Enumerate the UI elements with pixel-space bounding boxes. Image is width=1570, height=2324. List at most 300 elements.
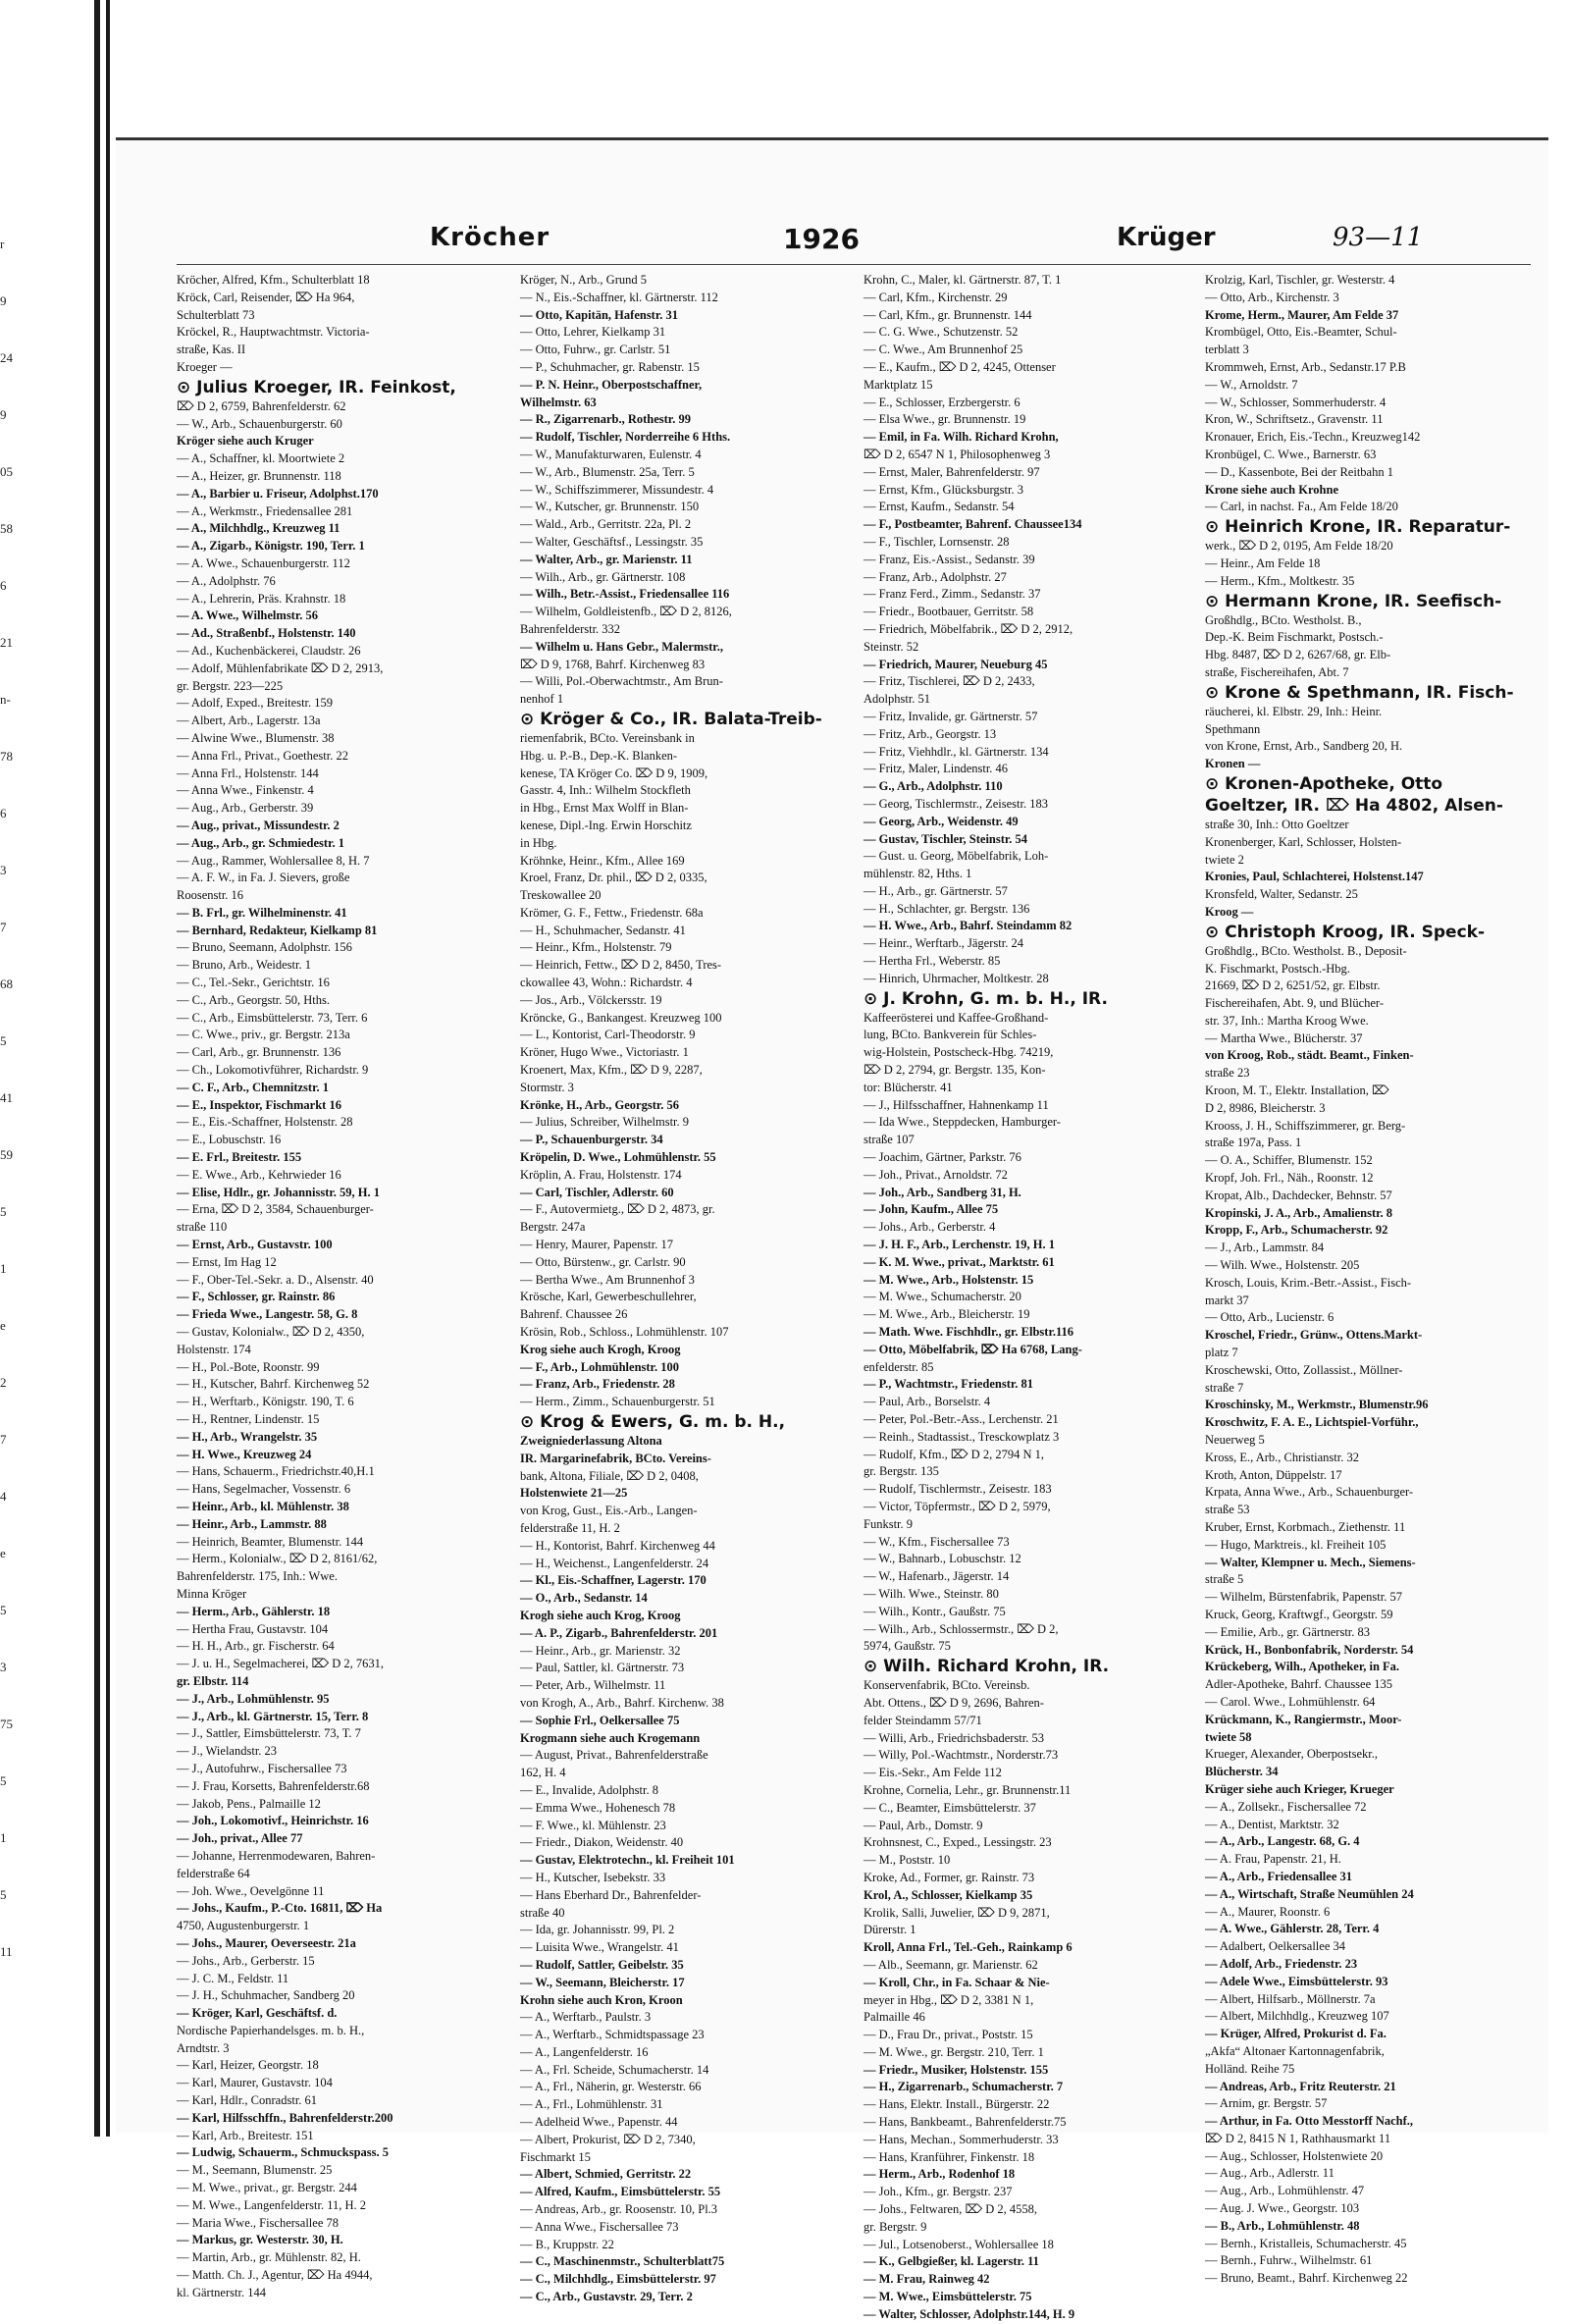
directory-entry: riemenfabrik, BCto. Vereinsbank in	[520, 730, 695, 745]
directory-entry: Krogh siehe auch Krog, Kroog	[520, 1608, 681, 1622]
directory-entry: — Arthur, in Fa. Otto Messtorff Nachf.,	[1205, 2114, 1414, 2129]
gutter-fragment: 58	[0, 521, 13, 536]
directory-entry: — W., Schlosser, Sommerhuderstr. 4	[1205, 395, 1387, 409]
directory-entry: — Hugo, Marktreis., kl. Freiheit 105	[1205, 1537, 1387, 1552]
directory-entry: in Hbg.	[520, 835, 557, 850]
directory-entry: — E., Inspektor, Fischmarkt 16	[177, 1097, 341, 1112]
directory-entry: Krösin, Rob., Schloss., Lohmühlenstr. 107	[520, 1325, 729, 1340]
directory-entry: — Gustav, Elektrotechn., kl. Freiheit 101	[520, 1853, 735, 1868]
directory-entry: — Matth. Ch. J., Agentur, ⌦ Ha 4944,	[177, 2268, 373, 2283]
gutter-fragment: 11	[0, 1944, 13, 1959]
directory-entry: — A. Wwe., Schauenburgerstr. 112	[177, 555, 350, 570]
directory-entry: gr. Bergstr. 9	[864, 2219, 927, 2234]
directory-entry: kenese, TA Kröger Co. ⌦ D 9, 1909,	[520, 766, 708, 780]
directory-entry: — W., Kfm., Fischersallee 73	[864, 1534, 1010, 1549]
directory-entry: — J., Sattler, Eimsbüttelerstr. 73, T. 7	[177, 1726, 361, 1741]
directory-entry: — Albert, Prokurist, ⌦ D 2, 7340,	[520, 2132, 696, 2146]
directory-entry: — M. Wwe., Arb., Bleicherstr. 19	[864, 1307, 1030, 1322]
directory-entry: — C., Milchhdlg., Eimsbüttelerstr. 97	[520, 2272, 716, 2287]
directory-entry: Krpata, Anna Wwe., Arb., Schauenburger-	[1205, 1485, 1414, 1500]
directory-entry: — Jos., Arb., Völckersstr. 19	[520, 992, 662, 1007]
directory-entry: straße 53	[1205, 1503, 1250, 1517]
directory-entry: — H. Wwe., Kreuzweg 24	[177, 1447, 312, 1461]
directory-entry: — E., Kaufm., ⌦ D 2, 4245, Ottenser	[864, 359, 1056, 374]
directory-entry: Adolphstr. 51	[864, 692, 931, 707]
gutter-fragment: 7	[0, 920, 7, 934]
directory-entry: von Krog, Gust., Eis.-Arb., Langen-	[520, 1504, 698, 1518]
directory-entry: — M. Wwe., Eimsbüttelerstr. 75	[864, 2290, 1032, 2304]
gutter-fragment: n-	[0, 692, 11, 707]
directory-entry: — A. F. W., in Fa. J. Sievers, große	[177, 871, 350, 885]
directory-entry: Krösche, Karl, Gewerbeschullehrer,	[520, 1290, 697, 1304]
gutter-fragment: 5	[0, 1603, 7, 1617]
directory-entry: — Alwine Wwe., Blumenstr. 38	[177, 730, 335, 745]
directory-entry: wig-Holstein, Postscheck-Hbg. 74219,	[864, 1045, 1054, 1060]
directory-entry: — A., Wirtschaft, Straße Neumühlen 24	[1205, 1886, 1414, 1901]
directory-entry: Kröckel, R., Hauptwachtmstr. Victoria-	[177, 325, 370, 340]
directory-entry: Krück, H., Bonbonfabrik, Norderstr. 54	[1205, 1642, 1414, 1657]
directory-entry: Fischereihafen, Abt. 9, und Blücher-	[1205, 996, 1384, 1011]
directory-entry: — Otto, Möbelfabrik, ⌦ Ha 6768, Lang-	[864, 1342, 1082, 1356]
directory-entry: Gasstr. 4, Inh.: Wilhelm Stockfleth	[520, 783, 691, 798]
directory-entry: lung, BCto. Bankverein für Schles-	[864, 1028, 1037, 1042]
directory-entry: — A., Zollsekr., Fischersallee 72	[1205, 1799, 1367, 1814]
directory-entry: — Elsa Wwe., gr. Brunnenstr. 19	[864, 412, 1026, 427]
directory-entry: — Paul, Arb., Domstr. 9	[864, 1818, 983, 1832]
directory-entry: ⌦ D 2, 8415 N 1, Rathhausmarkt 11	[1205, 2131, 1391, 2145]
directory-entry: — Emilie, Arb., gr. Gärtnerstr. 83	[1205, 1624, 1371, 1639]
directory-entry: — Wald., Arb., Gerritstr. 22a, Pl. 2	[520, 517, 692, 532]
directory-entry: — Carl, Kfm., Kirchenstr. 29	[864, 290, 1008, 304]
directory-entry: Neuerweg 5	[1205, 1433, 1265, 1448]
directory-entry: — Herm., Arb., Gählerstr. 18	[177, 1604, 331, 1618]
directory-entry: Palmaille 46	[864, 2010, 925, 2025]
directory-entry: Schulterblatt 73	[177, 307, 255, 322]
directory-entry: — Georg, Tischlermstr., Zeisestr. 183	[864, 796, 1048, 811]
directory-entry: — Wilh. Wwe., Steinstr. 80	[864, 1586, 999, 1601]
directory-entry: — K., Gelbgießer, kl. Lagerstr. 11	[864, 2254, 1039, 2269]
directory-entry: — A., Maurer, Roonstr. 6	[1205, 1904, 1331, 1919]
directory-entry: Kaffeerösterei und Kaffee-Großhand-	[864, 1010, 1049, 1025]
directory-entry: — Karl, Heizer, Georgstr. 18	[177, 2058, 319, 2073]
directory-entry: Krog siehe auch Krogh, Kroog	[520, 1342, 681, 1356]
directory-entry: enfelderstr. 85	[864, 1359, 934, 1374]
directory-entry: — O. A., Schiffer, Blumenstr. 152	[1205, 1153, 1373, 1168]
directory-entry: felderstraße 11, H. 2	[520, 1520, 620, 1535]
directory-entry: ⊙ Julius Kroeger, IR. Feinkost,	[177, 377, 456, 397]
directory-entry: Krooss, J. H., Schiffszimmerer, gr. Berg-	[1205, 1118, 1406, 1133]
directory-entry: straße 30, Inh.: Otto Goeltzer	[1205, 817, 1349, 831]
directory-entry: — P., Schuhmacher, gr. Rabenstr. 15	[520, 359, 700, 374]
directory-entry: — A. Frau, Papenstr. 21, H.	[1205, 1852, 1341, 1867]
directory-entry: Krol, A., Schlosser, Kielkamp 35	[864, 1887, 1033, 1902]
directory-entry: Kroke, Ad., Former, gr. Rainstr. 73	[864, 1870, 1035, 1884]
directory-entry: — J., Hilfsschaffner, Hahnenkamp 11	[864, 1097, 1049, 1112]
directory-entry: — Ida Wwe., Steppdecken, Hamburger-	[864, 1115, 1061, 1130]
gutter-fragment-marks	[0, 236, 16, 2000]
directory-column-1	[177, 272, 510, 2299]
directory-entry: — Georg, Arb., Weidenstr. 49	[864, 814, 1019, 828]
directory-entry: — Paul, Sattler, kl. Gärtnerstr. 73	[520, 1661, 685, 1675]
directory-entry: — Martha Wwe., Blücherstr. 37	[1205, 1030, 1363, 1045]
directory-entry: 5974, Gaußstr. 75	[864, 1639, 951, 1654]
directory-entry: — Otto, Lehrer, Kielkamp 31	[520, 325, 666, 340]
directory-entry: — O., Arb., Sedanstr. 14	[520, 1591, 648, 1606]
directory-entry: — Walter, Geschäftsf., Lessingstr. 35	[520, 534, 704, 549]
directory-entry: felderstraße 64	[177, 1866, 250, 1880]
directory-entry: K. Fischmarkt, Postsch.-Hbg.	[1205, 961, 1350, 976]
directory-entry: — Adolf, Exped., Breitestr. 159	[177, 696, 334, 711]
gutter-fragment: 3	[0, 863, 7, 877]
directory-entry: Funkstr. 9	[864, 1516, 914, 1531]
directory-entry: — H., Arb., gr. Gärtnerstr. 57	[864, 883, 1008, 898]
directory-entry: — Ernst, Kaufm., Sedanstr. 54	[864, 500, 1015, 514]
directory-entry: — Rudolf, Tischler, Norderreihe 6 Hths.	[520, 430, 731, 445]
directory-entry: Kruber, Ernst, Korbmach., Ziethenstr. 11	[1205, 1520, 1406, 1534]
directory-entry: ⊙ Kröger & Co., IR. Balata-Treib-	[520, 709, 822, 729]
directory-entry: Kröck, Carl, Reisender, ⌦ Ha 964,	[177, 290, 355, 304]
directory-entry: — Wilh. Wwe., Holstenstr. 205	[1205, 1258, 1360, 1273]
directory-entry: Bahrenfelderstr. 332	[520, 621, 621, 636]
directory-entry: Krüger siehe auch Krieger, Krueger	[1205, 1781, 1394, 1796]
directory-entry: IR. Margarinefabrik, BCto. Vereins-	[520, 1451, 711, 1465]
directory-entry: von Krogh, A., Arb., Bahrf. Kirchenw. 38	[520, 1695, 724, 1710]
directory-entry: werk., ⌦ D 2, 0195, Am Felde 18/20	[1205, 539, 1393, 554]
directory-entry: — Heinrich, Beamter, Blumenstr. 144	[177, 1534, 364, 1549]
directory-entry: — W., Hafenarb., Jägerstr. 14	[864, 1569, 1010, 1584]
directory-entry: Kropinski, J. A., Arb., Amalienstr. 8	[1205, 1205, 1393, 1220]
gutter-fragment: 7	[0, 1432, 7, 1447]
directory-entry: kenese, Dipl.-Ing. Erwin Horschitz	[520, 818, 692, 832]
directory-entry: — Joh., Lokomotivf., Heinrichstr. 16	[177, 1814, 369, 1828]
directory-entry: — C., Tel.-Sekr., Gerichtstr. 16	[177, 976, 330, 990]
directory-entry: — Kl., Eis.-Schaffner, Lagerstr. 170	[520, 1573, 706, 1588]
directory-entry: Bahrenfelderstr. 175, Inh.: Wwe.	[177, 1569, 338, 1584]
directory-entry: Kroschel, Friedr., Grünw., Ottens.Markt-	[1205, 1328, 1423, 1343]
directory-entry: — Wilh., Arb., Schlossermstr., ⌦ D 2,	[864, 1621, 1059, 1636]
directory-entry: mühlenstr. 82, Hths. 1	[864, 867, 972, 881]
directory-entry: Großhdlg., BCto. Westholst. B., Deposit-	[1205, 943, 1407, 958]
directory-entry: Krohn siehe auch Kron, Kroon	[520, 1992, 683, 2007]
directory-entry: — Bruno, Beamt., Bahrf. Kirchenweg 22	[1205, 2271, 1408, 2286]
directory-entry: — J. u. H., Segelmacherei, ⌦ D 2, 7631,	[177, 1657, 385, 1671]
directory-entry: — Aug., Arb., Gerberstr. 39	[177, 801, 314, 816]
directory-entry: — E. Frl., Breitestr. 155	[177, 1150, 302, 1165]
directory-entry: — Rudolf, Tischlermstr., Zeisestr. 183	[864, 1482, 1052, 1497]
directory-entry: — Ernst, Im Hag 12	[177, 1254, 277, 1269]
directory-entry: — Aug., Arb., Adlerstr. 11	[1205, 2166, 1334, 2181]
directory-entry: — H., Kutscher, Isebekstr. 33	[520, 1870, 666, 1884]
directory-entry: — P., Schauenburgerstr. 34	[520, 1133, 663, 1147]
directory-entry: — Aug., Arb., Lohmühlenstr. 47	[1205, 2184, 1365, 2198]
directory-entry: Kronbügel, C. Wwe., Barnerstr. 63	[1205, 447, 1377, 461]
directory-entry: Fischmarkt 15	[520, 2149, 591, 2164]
directory-entry: — Carl, in nachst. Fa., Am Felde 18/20	[1205, 500, 1398, 514]
directory-entry: Treskowallee 20	[520, 888, 602, 903]
gutter-fragment: 9	[0, 407, 7, 422]
directory-entry: — Aug., Rammer, Wohlersallee 8, H. 7	[177, 853, 370, 868]
directory-entry: straße 7	[1205, 1380, 1244, 1395]
directory-entry: Konservenfabrik, BCto. Vereinsb.	[864, 1678, 1030, 1693]
directory-entry: straße 107	[864, 1133, 915, 1147]
directory-entry: — Albert, Hilfsarb., Möllnerstr. 7a	[1205, 1991, 1376, 2006]
directory-entry: — Carol. Wwe., Lohmühlenstr. 64	[1205, 1694, 1376, 1709]
directory-entry: — Gustav, Kolonialw., ⌦ D 2, 4350,	[177, 1325, 365, 1340]
directory-entry: Holstenwiete 21—25	[520, 1486, 628, 1501]
directory-entry: — Anna Wwe., Fischersallee 73	[520, 2219, 679, 2234]
gutter-fragment: 41	[0, 1090, 13, 1105]
directory-entry: Kross, E., Arb., Christianstr. 32	[1205, 1450, 1359, 1464]
directory-entry: Kroth, Anton, Düppelstr. 17	[1205, 1467, 1342, 1482]
directory-entry: bank, Altona, Filiale, ⌦ D 2, 0408,	[520, 1468, 699, 1483]
directory-entry: ckowallee 43, Wohn.: Richardstr. 4	[520, 976, 693, 990]
directory-entry: Kroschinsky, M., Werkmstr., Blumenstr.96	[1205, 1398, 1429, 1412]
directory-entry: — N., Eis.-Schaffner, kl. Gärtnerstr. 112	[520, 290, 718, 304]
directory-entry: — D., Frau Dr., privat., Poststr. 15	[864, 2028, 1033, 2042]
gutter-fragment: 78	[0, 749, 13, 764]
directory-entry: — M. Wwe., gr. Bergstr. 210, Terr. 1	[864, 2044, 1044, 2059]
directory-entry: Krückmann, K., Rangiermstr., Moor-	[1205, 1712, 1402, 1726]
directory-entry: Krone siehe auch Krohne	[1205, 482, 1339, 497]
directory-entry: ⊙ J. Krohn, G. m. b. H., IR.	[864, 988, 1108, 1009]
directory-entry: — E., Lobuschstr. 16	[177, 1133, 282, 1147]
directory-entry: — A., Zigarb., Königstr. 190, Terr. 1	[177, 539, 365, 554]
directory-entry: — Albert, Milchhdlg., Kreuzweg 107	[1205, 2009, 1389, 2024]
directory-entry: Kroog —	[1205, 904, 1254, 919]
directory-entry: — C. Wwe., priv., gr. Bergstr. 213a	[177, 1028, 350, 1042]
directory-entry: — Johs., Maurer, Oeverseestr. 21a	[177, 1935, 356, 1950]
directory-entry: Zweigniederlassung Altona	[520, 1434, 662, 1448]
directory-entry: felder Steindamm 57/71	[864, 1713, 982, 1727]
directory-entry: — J. H., Schuhmacher, Sandberg 20	[177, 1988, 355, 2003]
directory-entry: — Heinrich, Fettw., ⌦ D 2, 8450, Tres-	[520, 958, 722, 973]
directory-entry: Krohnsnest, C., Exped., Lessingstr. 23	[864, 1835, 1052, 1850]
directory-entry: Adler-Apotheke, Bahrf. Chaussee 135	[1205, 1677, 1393, 1692]
directory-entry: — Victor, Töpfermstr., ⌦ D 2, 5979,	[864, 1499, 1051, 1513]
directory-entry: — Adalbert, Oelkersallee 34	[1205, 1939, 1346, 1954]
directory-column-4	[1205, 272, 1539, 2286]
gutter-fragment: 05	[0, 464, 13, 479]
directory-entry: — E., Eis.-Schaffner, Holstenstr. 28	[177, 1115, 353, 1130]
gutter-fragment: r	[0, 237, 5, 251]
gutter-fragment: 9	[0, 293, 7, 308]
directory-entry: — Aug., privat., Missundestr. 2	[177, 818, 340, 832]
header-first-entry: Kröcher	[430, 223, 550, 252]
directory-entry: Krosch, Louis, Krim.-Betr.-Assist., Fisch-	[1205, 1275, 1412, 1290]
directory-entry: — Gustav, Tischler, Steinstr. 54	[864, 831, 1028, 846]
directory-entry: — Hans, Elektr. Install., Bürgerstr. 22	[864, 2097, 1050, 2112]
directory-entry: — F., Postbeamter, Bahrenf. Chaussee134	[864, 517, 1082, 532]
gutter-fragment: 1	[0, 1261, 7, 1276]
directory-entry: — Adele Wwe., Eimsbüttelerstr. 93	[1205, 1974, 1388, 1988]
directory-entry: Kruck, Georg, Kraftwgf., Georgstr. 59	[1205, 1607, 1393, 1621]
directory-entry: — Rudolf, Kfm., ⌦ D 2, 2794 N 1,	[864, 1447, 1044, 1461]
directory-entry: Kröhnke, Heinr., Kfm., Allee 169	[520, 853, 685, 868]
directory-entry: — F., Tischler, Lornsenstr. 28	[864, 534, 1010, 549]
directory-entry: — Ludwig, Schauerm., Schmuckspass. 5	[177, 2145, 390, 2160]
directory-entry: — Peter, Pol.-Betr.-Ass., Lerchenstr. 21	[864, 1412, 1059, 1426]
directory-entry: — M. Frau, Rainweg 42	[864, 2272, 990, 2287]
directory-entry: Kroll, Anna Frl., Tel.-Geh., Rainkamp 6	[864, 1940, 1073, 1955]
directory-entry: tor: Blücherstr. 41	[864, 1080, 953, 1094]
directory-entry: — A., Schaffner, kl. Moortwiete 2	[177, 451, 345, 466]
directory-entry: — Carl, Tischler, Adlerstr. 60	[520, 1185, 674, 1199]
directory-entry: — A., Arb., Friedensallee 31	[1205, 1869, 1352, 1883]
directory-entry: — Luisita Wwe., Wrangelstr. 41	[520, 1940, 679, 1955]
directory-entry: ⊙ Wilh. Richard Krohn, IR.	[864, 1657, 1110, 1677]
directory-entry: — E. Wwe., Arb., Kehrwieder 16	[177, 1167, 341, 1182]
directory-entry: — Otto, Arb., Lucienstr. 6	[1205, 1310, 1334, 1325]
directory-entry: — A., Arb., Langestr. 68, G. 4	[1205, 1834, 1360, 1849]
directory-entry: Kronsfeld, Walter, Sedanstr. 25	[1205, 887, 1358, 902]
directory-entry: — A. P., Zigarb., Bahrenfelderstr. 201	[520, 1625, 718, 1640]
gutter-fragment: 1	[0, 1830, 7, 1845]
directory-entry: Bahrenf. Chaussee 26	[520, 1307, 628, 1322]
directory-entry: in Hbg., Ernst Max Wolff in Blan-	[520, 801, 689, 816]
directory-entry: Hbg. u. P.-B., Dep.-K. Blanken-	[520, 748, 678, 763]
directory-entry: — Heinr., Arb., Lammstr. 88	[177, 1516, 327, 1531]
directory-entry: — Johs., Arb., Gerberstr. 15	[177, 1953, 315, 1968]
directory-entry: — Hans, Kranführer, Finkenstr. 18	[864, 2149, 1035, 2164]
directory-entry: — Anna Frl., Privat., Goethestr. 22	[177, 748, 348, 763]
directory-entry: — Kroll, Chr., in Fa. Schaar & Nie-	[864, 1975, 1050, 1989]
directory-entry: Kröger siehe auch Kruger	[177, 434, 314, 449]
directory-entry: — Hertha Frl., Weberstr. 85	[864, 954, 1001, 969]
directory-entry: — Ad., Kuchenbäckerei, Claudstr. 26	[177, 643, 361, 658]
gutter-fragment: 68	[0, 977, 13, 991]
directory-entry: — Elise, Hdlr., gr. Johannisstr. 59, H. 1	[177, 1185, 380, 1199]
directory-entry: — Ernst, Maler, Bahrenfelderstr. 97	[864, 464, 1040, 479]
directory-entry: straße 110	[177, 1220, 228, 1235]
directory-entry: — H., Weichenst., Langenfelderstr. 24	[520, 1556, 709, 1570]
directory-entry: Dürerstr. 1	[864, 1923, 916, 1937]
directory-entry: 21669, ⌦ D 2, 6251/52, gr. Elbstr.	[1205, 978, 1381, 993]
directory-entry: — P., Wachtmstr., Friedenstr. 81	[864, 1377, 1034, 1392]
directory-entry: — C., Beamter, Eimsbüttelerstr. 37	[864, 1800, 1036, 1815]
directory-entry: — Joachim, Gärtner, Parkstr. 76	[864, 1150, 1021, 1165]
directory-entry: — P. N. Heinr., Oberpostschaffner,	[520, 377, 703, 392]
directory-entry: — Gust. u. Georg, Möbelfabrik, Loh-	[864, 849, 1049, 864]
directory-entry: ⊙ Hermann Krone, IR. Seefisch-	[1205, 591, 1502, 611]
directory-column-3	[864, 272, 1197, 2321]
directory-columns	[177, 272, 1531, 2321]
directory-entry: Krohn, C., Maler, kl. Gärtnerstr. 87, T. 1	[864, 273, 1062, 287]
directory-entry: — Willi, Arb., Friedrichsbaderstr. 53	[864, 1730, 1044, 1745]
directory-entry: Krombügel, Otto, Eis.-Beamter, Schul-	[1205, 325, 1397, 340]
directory-entry: — H., Kutscher, Bahrf. Kirchenweg 52	[177, 1377, 370, 1392]
directory-entry: Kronauer, Erich, Eis.-Techn., Kreuzweg142	[1205, 430, 1421, 445]
directory-entry: — C. F., Arb., Chemnitzstr. 1	[177, 1080, 329, 1094]
directory-entry: — Wilh., Arb., gr. Gärtnerstr. 108	[520, 569, 686, 584]
directory-entry: — Carl, Kfm., gr. Brunnenstr. 144	[864, 307, 1032, 322]
directory-entry: — Walter, Schlosser, Adolphstr.144, H. 9	[864, 2306, 1075, 2321]
directory-entry: — Joh. Wwe., Oevelgönne 11	[177, 1883, 325, 1898]
directory-entry: ⊙ Heinrich Krone, IR. Reparatur-	[1205, 517, 1511, 538]
directory-entry: — Alb., Seemann, gr. Marienstr. 62	[864, 1957, 1038, 1972]
directory-entry: Kronies, Paul, Schlachterei, Holstenst.147	[1205, 870, 1424, 884]
directory-entry: — Fritz, Tischlerei, ⌦ D 2, 2433,	[864, 674, 1035, 689]
directory-entry: platz 7	[1205, 1346, 1238, 1360]
directory-entry: — Markus, gr. Westerstr. 30, H.	[177, 2233, 343, 2247]
directory-entry: — Andreas, Arb., Fritz Reuterstr. 21	[1205, 2079, 1396, 2093]
directory-entry: ⌦ D 2, 6759, Bahrenfelderstr. 62	[177, 398, 346, 413]
directory-entry: — Rudolf, Sattler, Geibelstr. 35	[520, 1957, 684, 1972]
directory-entry: straße 23	[1205, 1066, 1250, 1081]
directory-entry: — Heinr., Kfm., Holstenstr. 79	[520, 940, 672, 955]
directory-entry: — Erna, ⌦ D 2, 3584, Schauenburger-	[177, 1202, 374, 1217]
directory-entry: „Akfa“ Altonaer Kartonnagenfabrik,	[1205, 2043, 1385, 2058]
directory-entry: 4750, Augustenburgerstr. 1	[177, 1919, 310, 1933]
directory-entry: — Heinr., Werftarb., Jägerstr. 24	[864, 936, 1023, 951]
directory-entry: — Otto, Fuhrw., gr. Carlstr. 51	[520, 343, 671, 357]
directory-entry: — Bernh., Fuhrw., Wilhelmstr. 61	[1205, 2253, 1373, 2268]
directory-entry: — A., Frl. Scheide, Schumacherstr. 14	[520, 2062, 709, 2077]
directory-entry: — Johs., Arb., Gerberstr. 4	[864, 1220, 996, 1235]
directory-entry: Steinstr. 52	[864, 639, 919, 654]
directory-entry: Stormstr. 3	[520, 1080, 574, 1094]
directory-entry: — Wilh., Kontr., Gaußstr. 75	[864, 1604, 1006, 1618]
directory-entry: — M. Wwe., privat., gr. Bergstr. 244	[177, 2181, 357, 2195]
directory-entry: — Aug. J. Wwe., Georgstr. 103	[1205, 2201, 1360, 2216]
directory-entry: — Franz, Eis.-Assist., Sedanstr. 39	[864, 552, 1035, 566]
directory-entry: — J., Arb., Lohmühlenstr. 95	[177, 1691, 330, 1706]
directory-entry: — H., Werftarb., Königstr. 190, T. 6	[177, 1395, 354, 1409]
gutter-fragment: 24	[0, 350, 13, 365]
directory-entry: — C., Arb., Georgstr. 50, Hths.	[177, 992, 331, 1007]
directory-entry: Kropat, Alb., Dachdecker, Behnstr. 57	[1205, 1188, 1392, 1202]
directory-entry: Kropp, F., Arb., Schumacherstr. 92	[1205, 1223, 1388, 1238]
directory-entry: — A., Langenfelderstr. 16	[520, 2044, 649, 2059]
directory-entry: Blücherstr. 34	[1205, 1765, 1279, 1779]
directory-entry: — Johanne, Herrenmodewaren, Bahren-	[177, 1848, 376, 1863]
directory-entry: — Martin, Arb., gr. Mühlenstr. 82, H.	[177, 2250, 361, 2265]
directory-entry: Nordische Papierhandelsges. m. b. H.,	[177, 2023, 365, 2037]
directory-entry: — Karl, Maurer, Gustavstr. 104	[177, 2076, 333, 2090]
directory-entry: Goeltzer, IR. ⌦ Ha 4802, Alsen-	[1205, 795, 1503, 816]
directory-entry: — H. H., Arb., gr. Fischerstr. 64	[177, 1639, 335, 1654]
directory-entry: — A., Frl., Näherin, gr. Westerstr. 66	[520, 2080, 702, 2094]
directory-entry: Kröpelin, D. Wwe., Lohmühlenstr. 55	[520, 1150, 716, 1165]
directory-entry: — Hans, Segelmacher, Vossenstr. 6	[177, 1482, 351, 1497]
directory-entry: — Adolf, Mühlenfabrikate ⌦ D 2, 2913,	[177, 660, 384, 675]
directory-entry: — H., Pol.-Bote, Roonstr. 99	[177, 1359, 320, 1374]
gutter-fragment: 5	[0, 1033, 7, 1048]
directory-entry: — Friedr., Diakon, Weidenstr. 40	[520, 1835, 684, 1850]
directory-entry: straße 40	[520, 1905, 565, 1920]
gutter-fragment: 6	[0, 578, 7, 593]
directory-entry: Kroon, M. T., Elektr. Installation, ⌦	[1205, 1083, 1389, 1098]
directory-entry: — Eis.-Sekr., Am Felde 112	[864, 1766, 1002, 1780]
directory-entry: — H., Rentner, Lindenstr. 15	[177, 1412, 320, 1426]
directory-entry: — W., Schiffszimmerer, Missundestr. 4	[520, 482, 714, 497]
directory-entry: — J., Arb., Lammstr. 84	[1205, 1241, 1325, 1255]
directory-entry: — Aug., Arb., gr. Schmiedestr. 1	[177, 835, 344, 850]
directory-entry: — Herm., Kolonialw., ⌦ D 2, 8161/62,	[177, 1552, 378, 1566]
directory-entry: ⊙ Krone & Spethmann, IR. Fisch-	[1205, 682, 1514, 703]
directory-entry: — Willi, Pol.-Oberwachtmstr., Am Brun-	[520, 674, 723, 689]
directory-entry: — Heinr., Arb., kl. Mühlenstr. 38	[177, 1499, 349, 1513]
directory-entry: — Math. Wwe. Fischhdlr., gr. Elbstr.116	[864, 1325, 1074, 1340]
directory-entry: Krolik, Salli, Juwelier, ⌦ D 9, 2871,	[864, 1905, 1050, 1920]
directory-entry: — Franz, Arb., Adolphstr. 27	[864, 569, 1007, 584]
directory-entry: — Sophie Frl., Oelkersallee 75	[520, 1713, 680, 1727]
directory-entry: — Joh., privat., Allee 77	[177, 1831, 303, 1846]
directory-entry: — Johs., Kaufm., P.-Cto. 16811, ⌦ Ha	[177, 1901, 383, 1916]
directory-entry: Minna Kröger	[177, 1586, 247, 1601]
header-last-entry: Krüger	[1117, 223, 1216, 252]
directory-entry: — Ernst, Arb., Gustavstr. 100	[177, 1238, 333, 1252]
directory-entry: Kröner, Hugo Wwe., Victoriastr. 1	[520, 1045, 689, 1060]
